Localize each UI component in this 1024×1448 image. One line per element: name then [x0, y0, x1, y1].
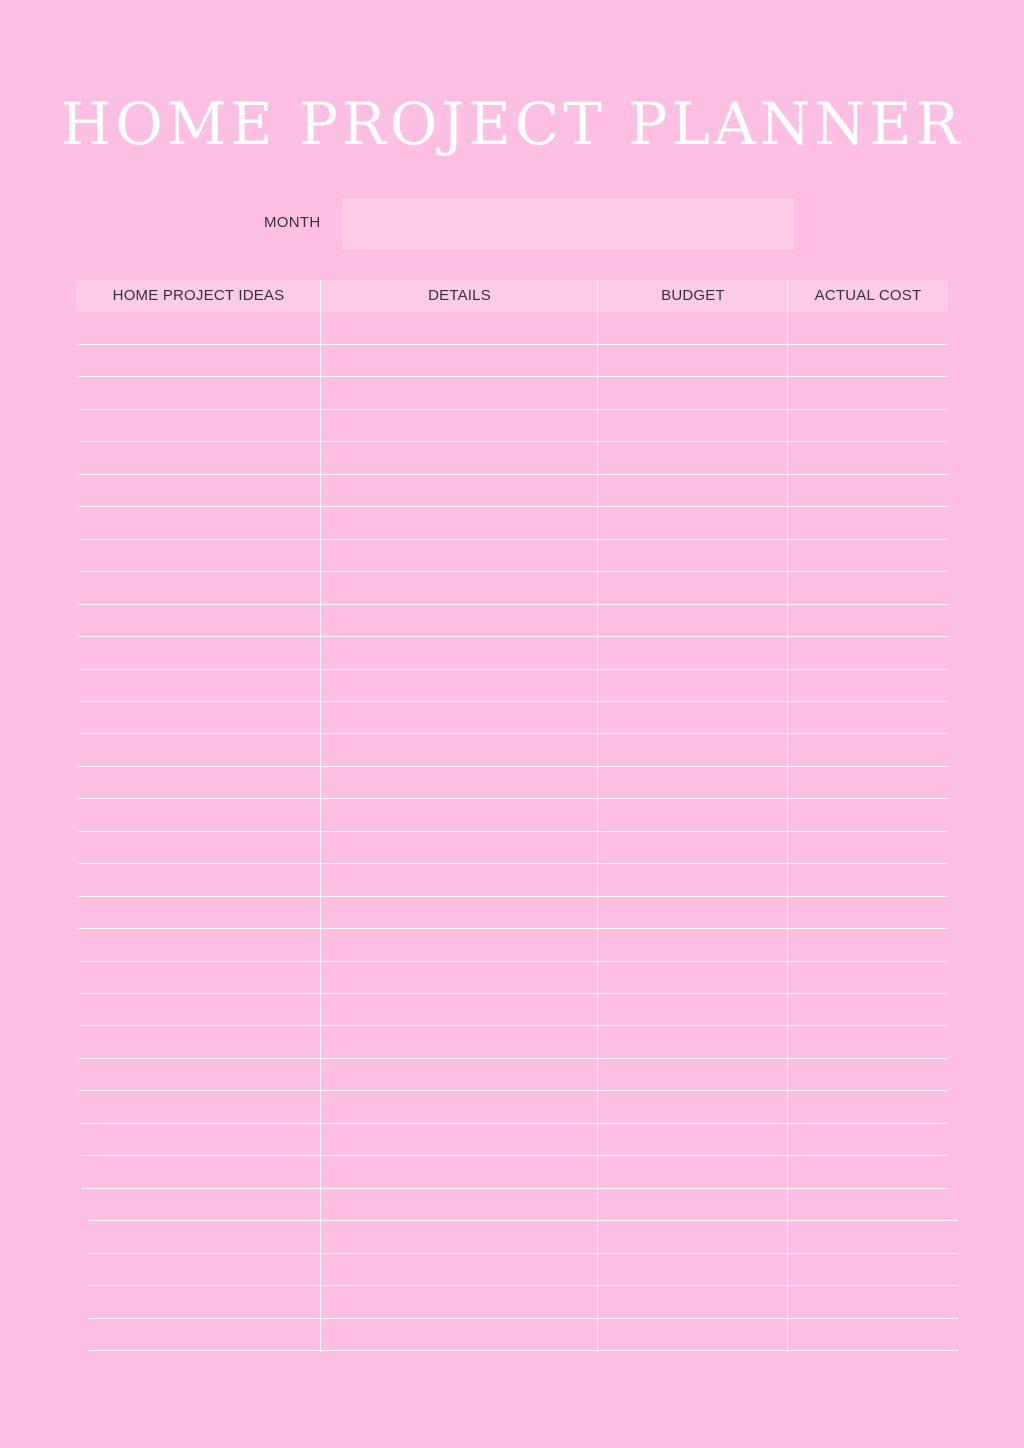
column-header-actual-cost: ACTUAL COST — [814, 287, 922, 304]
table-row-line — [88, 1285, 958, 1286]
table-row-line — [78, 474, 948, 475]
column-header-home-project-ideas: HOME PROJECT IDEAS — [112, 287, 285, 304]
table-row-line — [82, 1155, 948, 1156]
table-row-line — [78, 376, 948, 377]
table-header-row — [76, 280, 948, 312]
table-row-line — [78, 798, 948, 799]
table-row-line — [88, 1350, 958, 1351]
table-row-line — [78, 928, 948, 929]
table-row-line — [78, 344, 948, 345]
table-row-line — [78, 669, 948, 670]
table-row-line — [78, 993, 948, 994]
table-row-line — [78, 733, 948, 734]
table-row-line — [78, 571, 948, 572]
table-row-line — [78, 896, 948, 897]
table-row-line — [88, 1318, 958, 1319]
table-row-line — [78, 766, 948, 767]
table-row-line — [88, 1253, 958, 1254]
table-row-line — [78, 1058, 948, 1059]
month-field[interactable] — [342, 198, 794, 250]
table-row-line — [88, 1220, 958, 1221]
table-row-line — [78, 604, 948, 605]
table-row-line — [82, 1188, 948, 1189]
page-title: HOME PROJECT PLANNER — [60, 90, 964, 158]
table-row-line — [78, 1090, 948, 1091]
table-row-line — [78, 1123, 948, 1124]
table-row-line — [78, 831, 948, 832]
project-table — [76, 280, 948, 1352]
table-row-line — [78, 1025, 948, 1026]
table-row-line — [78, 506, 948, 507]
table-row-line — [78, 863, 948, 864]
table-row-line — [78, 636, 948, 637]
month-label: MONTH — [264, 214, 321, 231]
column-header-budget: BUDGET — [661, 287, 725, 304]
table-row-line — [78, 441, 948, 442]
table-row-line — [78, 409, 948, 410]
table-row-line — [78, 701, 948, 702]
column-header-details: DETAILS — [428, 287, 491, 304]
table-row-line — [78, 961, 948, 962]
table-row-line — [78, 539, 948, 540]
